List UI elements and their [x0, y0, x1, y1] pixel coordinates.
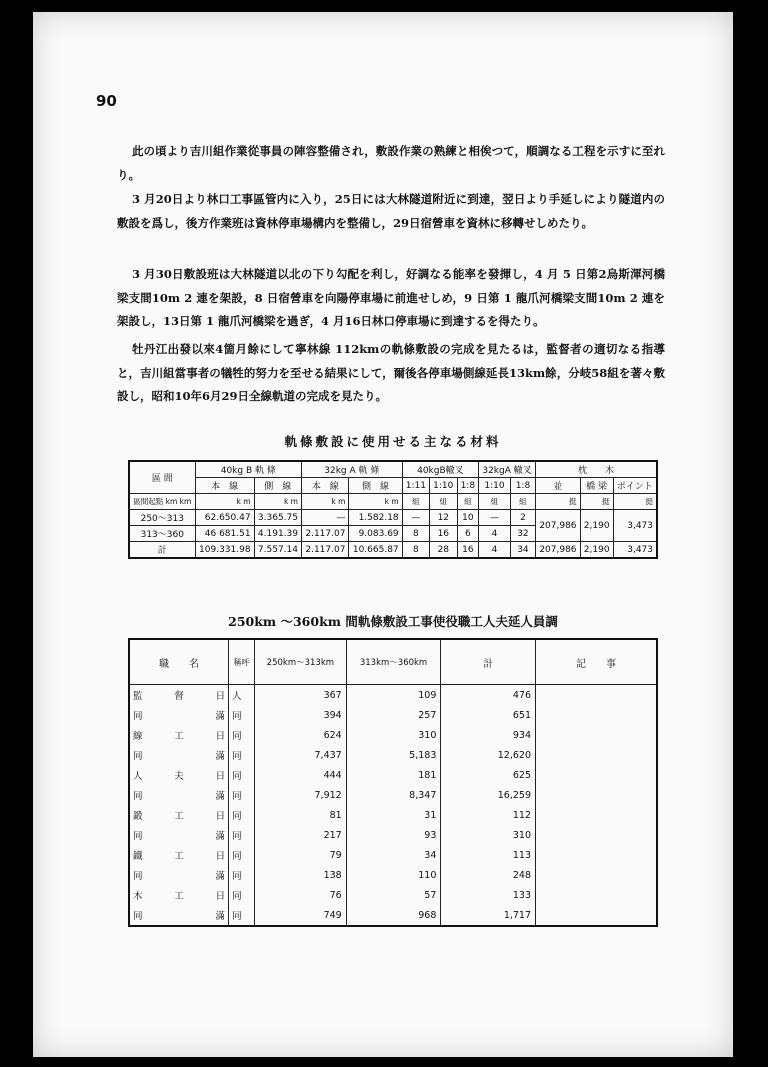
job-char: 工 — [174, 811, 184, 822]
row1-s3: 10 — [457, 510, 479, 526]
total-s5: 34 — [510, 542, 535, 559]
unit-cell: 同 — [229, 805, 255, 825]
row2-a-side: 9.083.69 — [349, 526, 402, 542]
value-total: 934 — [441, 725, 536, 745]
remark-cell — [536, 905, 657, 926]
unit-sleeper: 挺 — [580, 494, 613, 510]
value-total: 112 — [441, 805, 536, 825]
job-name-cell — [129, 785, 229, 805]
th-remark: 記 事 — [536, 639, 657, 685]
unit-km: k m — [349, 494, 402, 510]
th-section: 區 間 — [129, 461, 195, 494]
job-char: 同 — [133, 711, 143, 722]
job-name-cell — [129, 745, 229, 765]
th-c2: 313km〜360km — [346, 639, 441, 685]
total-point: 3,473 — [613, 542, 657, 559]
remark-cell — [536, 825, 657, 845]
unit-cell: 人 — [229, 685, 255, 706]
job-char: 同 — [133, 911, 143, 922]
value-total: 248 — [441, 865, 536, 885]
total-label: 計 — [129, 542, 195, 559]
th-side: 側 線 — [349, 478, 402, 494]
row1-a-side: 1.582.18 — [349, 510, 402, 526]
job-char: 人 — [133, 771, 143, 782]
total-a-side: 10.665.87 — [349, 542, 402, 559]
job-char: 日 — [215, 771, 226, 782]
value-total: 1,717 — [441, 905, 536, 926]
table1-caption: 軌條敷設に使用せる主なる材料 — [284, 434, 502, 449]
value-313-360: 109 — [346, 685, 441, 706]
job-char: 督 — [174, 691, 184, 702]
job-name-cell — [129, 685, 229, 706]
table-row — [129, 865, 657, 885]
page-number: 90 — [96, 92, 117, 110]
value-total: 651 — [441, 705, 536, 725]
row1-a-main: — — [302, 510, 349, 526]
paragraph-1: 此の頃より吉川組作業從事員の陣容整備され，敷設作業の熟練と相俟つて，順調なる工程を示すに至れり。 — [117, 144, 665, 182]
value-250-313: 394 — [255, 705, 347, 725]
th-main: 本 線 — [302, 478, 349, 494]
value-313-360: 181 — [346, 765, 441, 785]
value-total: 12,620 — [441, 745, 536, 765]
total-b-main: 109.331.98 — [195, 542, 254, 559]
th-point: ポイント — [613, 478, 657, 494]
table2-caption: 250km 〜360km 間軌條敷設工事使役職工人夫延人員調 — [228, 614, 558, 629]
table-row — [129, 765, 657, 785]
total-a-main: 2.117.07 — [302, 542, 349, 559]
job-char: 滿 — [215, 911, 226, 922]
row1-s4: — — [479, 510, 511, 526]
row1-section: 250〜313 — [129, 510, 195, 526]
th-job: 職 名 — [129, 639, 229, 685]
value-250-313: 444 — [255, 765, 347, 785]
value-total: 310 — [441, 825, 536, 845]
job-char: 日 — [215, 691, 226, 702]
total-s2: 28 — [430, 542, 457, 559]
row1-s5: 2 — [510, 510, 535, 526]
unit-section: 區間起點 km km — [129, 494, 195, 510]
total-b-side: 7.557.14 — [254, 542, 301, 559]
job-char: 滿 — [215, 711, 226, 722]
job-char: 滿 — [215, 831, 226, 842]
value-total: 113 — [441, 845, 536, 865]
th-sleeper: 枕 木 — [535, 461, 657, 478]
unit-cell: 同 — [229, 705, 255, 725]
job-char: 同 — [133, 871, 143, 882]
job-char: 工 — [174, 891, 184, 902]
row2-s1: 8 — [402, 526, 429, 542]
th-ratio: 1:10 — [479, 478, 511, 494]
total-s3: 16 — [457, 542, 479, 559]
total-bridge: 2,190 — [580, 542, 613, 559]
remark-cell — [536, 785, 657, 805]
unit-set: 組 — [402, 494, 429, 510]
table-row — [129, 745, 657, 765]
unit-cell: 同 — [229, 845, 255, 865]
th-ratio: 1:8 — [457, 478, 479, 494]
row2-s5: 32 — [510, 526, 535, 542]
th-c1: 250km〜313km — [255, 639, 347, 685]
total-normal: 207,986 — [535, 542, 580, 559]
value-250-313: 7,437 — [255, 745, 347, 765]
merged-bridge: 2,190 — [580, 510, 613, 542]
job-char: 工 — [174, 851, 184, 862]
total-s1: 8 — [402, 542, 429, 559]
row1-b-main: 62.650.47 — [195, 510, 254, 526]
unit-cell: 同 — [229, 745, 255, 765]
th-40b: 40kg B 軌 條 — [195, 461, 301, 478]
total-s4: 4 — [479, 542, 511, 559]
value-313-360: 5,183 — [346, 745, 441, 765]
row1-s2: 12 — [430, 510, 457, 526]
remark-cell — [536, 705, 657, 725]
table-row — [129, 805, 657, 825]
job-char: 鍛 — [133, 811, 143, 822]
th-32a-set: 32kgA 轍叉 — [479, 461, 536, 478]
table-row — [129, 785, 657, 805]
value-250-313: 217 — [255, 825, 347, 845]
th-total: 計 — [441, 639, 536, 685]
unit-cell: 同 — [229, 905, 255, 926]
remark-cell — [536, 725, 657, 745]
row2-section: 313〜360 — [129, 526, 195, 542]
job-char: 監 — [133, 691, 143, 702]
value-total: 625 — [441, 765, 536, 785]
row2-a-main: 2.117.07 — [302, 526, 349, 542]
value-250-313: 7,912 — [255, 785, 347, 805]
value-250-313: 79 — [255, 845, 347, 865]
job-name-cell — [129, 905, 229, 926]
job-name-cell — [129, 865, 229, 885]
value-250-313: 624 — [255, 725, 347, 745]
remark-cell — [536, 845, 657, 865]
unit-km: k m — [195, 494, 254, 510]
unit-set: 組 — [430, 494, 457, 510]
job-name-cell — [129, 825, 229, 845]
job-name-cell — [129, 705, 229, 725]
th-ratio: 1:11 — [402, 478, 429, 494]
value-total: 133 — [441, 885, 536, 905]
th-main: 本 線 — [195, 478, 254, 494]
job-char: 線 — [133, 731, 143, 742]
merged-point: 3,473 — [613, 510, 657, 542]
value-313-360: 257 — [346, 705, 441, 725]
paragraph-2: 3 月20日より林口工事區管内に入り，25日には大林隧道附近に到達，翌日より手延しにより隧道内の敷設を爲し，後方作業班は資林停車場構内を整備し，29日宿營車を資林に移轉せしめたり。 — [117, 192, 665, 230]
row2-s3: 6 — [457, 526, 479, 542]
value-313-360: 110 — [346, 865, 441, 885]
th-bridge: 橋 梁 — [580, 478, 613, 494]
unit-set: 組 — [479, 494, 511, 510]
job-char: 滿 — [215, 871, 226, 882]
row2-b-main: 46 681.51 — [195, 526, 254, 542]
value-250-313: 76 — [255, 885, 347, 905]
materials-table — [128, 460, 658, 559]
remark-cell — [536, 805, 657, 825]
job-char: 同 — [133, 831, 143, 842]
job-name-cell — [129, 845, 229, 865]
job-char: 滿 — [215, 791, 226, 802]
unit-km: k m — [254, 494, 301, 510]
value-313-360: 8,347 — [346, 785, 441, 805]
th-ratio: 1:8 — [510, 478, 535, 494]
job-name-cell — [129, 725, 229, 745]
job-char: 夫 — [174, 771, 184, 782]
remark-cell — [536, 685, 657, 706]
value-313-360: 31 — [346, 805, 441, 825]
job-char: 日 — [215, 851, 226, 862]
unit-cell: 同 — [229, 885, 255, 905]
value-313-360: 57 — [346, 885, 441, 905]
job-char: 同 — [133, 751, 143, 762]
row2-s4: 4 — [479, 526, 511, 542]
labor-table — [128, 638, 658, 927]
unit-sleeper: 挺 — [613, 494, 657, 510]
unit-cell: 同 — [229, 765, 255, 785]
table-row — [129, 905, 657, 926]
labor-table-body — [129, 685, 657, 927]
value-250-313: 138 — [255, 865, 347, 885]
job-char: 日 — [215, 811, 226, 822]
table-row — [129, 845, 657, 865]
table-row — [129, 685, 657, 706]
unit-set: 組 — [510, 494, 535, 510]
job-char: 日 — [215, 891, 226, 902]
table-row — [129, 885, 657, 905]
row2-b-side: 4.191.39 — [254, 526, 301, 542]
unit-cell: 同 — [229, 865, 255, 885]
job-char: 日 — [215, 731, 226, 742]
unit-cell: 同 — [229, 785, 255, 805]
th-32a: 32kg A 軌 條 — [302, 461, 403, 478]
value-313-360: 968 — [346, 905, 441, 926]
unit-sleeper: 挺 — [535, 494, 580, 510]
job-char: 木 — [133, 891, 143, 902]
value-250-313: 367 — [255, 685, 347, 706]
unit-set: 組 — [457, 494, 479, 510]
value-total: 16,259 — [441, 785, 536, 805]
value-313-360: 34 — [346, 845, 441, 865]
value-250-313: 81 — [255, 805, 347, 825]
unit-cell: 同 — [229, 725, 255, 745]
job-char: 滿 — [215, 751, 226, 762]
unit-km: k m — [302, 494, 349, 510]
job-name-cell — [129, 805, 229, 825]
job-name-cell — [129, 765, 229, 785]
row1-s1: — — [402, 510, 429, 526]
paragraph-4: 牡丹江出發以來4箇月餘にして寧林線 112kmの軌條敷設の完成を見たるは，監督者の適切なる指導と，吉川組當事者の犠牲的努力を至せる結果にして，爾後各停車場側線延長13km餘，分岐58組を著々敷設し，昭和10年6月29日全線軌道の完成を見たり。 — [117, 342, 665, 403]
table-row — [129, 825, 657, 845]
remark-cell — [536, 865, 657, 885]
job-char: 同 — [133, 791, 143, 802]
row2-s2: 16 — [430, 526, 457, 542]
merged-normal: 207,986 — [535, 510, 580, 542]
row1-b-side: 3.365.75 — [254, 510, 301, 526]
table-row — [129, 725, 657, 745]
th-ratio: 1:10 — [430, 478, 457, 494]
th-normal: 並 — [535, 478, 580, 494]
job-char: 鐵 — [133, 851, 143, 862]
table-row — [129, 705, 657, 725]
th-side: 側 線 — [254, 478, 301, 494]
value-313-360: 93 — [346, 825, 441, 845]
remark-cell — [536, 745, 657, 765]
th-40b-set: 40kgB轍叉 — [402, 461, 478, 478]
th-unit: 稱呼 — [229, 639, 255, 685]
remark-cell — [536, 765, 657, 785]
remark-cell — [536, 885, 657, 905]
job-name-cell — [129, 885, 229, 905]
unit-cell: 同 — [229, 825, 255, 845]
paragraph-3: 3 月30日敷設班は大林隧道以北の下り勾配を利し，好調なる能率を發揮し，4 月 5 日第2烏斯渾河橋梁支間10m 2 連を架設，8 日宿營車を向陽停車場に前進せしめ，9 日第 1 龍爪河橋梁支間10m 2 連を架設し，13日第 1 龍爪河橋梁を過ぎ，4 月16日林口停車場に到達するを得たり。 — [117, 267, 665, 328]
value-250-313: 749 — [255, 905, 347, 926]
job-char: 工 — [174, 731, 184, 742]
value-total: 476 — [441, 685, 536, 706]
value-313-360: 310 — [346, 725, 441, 745]
